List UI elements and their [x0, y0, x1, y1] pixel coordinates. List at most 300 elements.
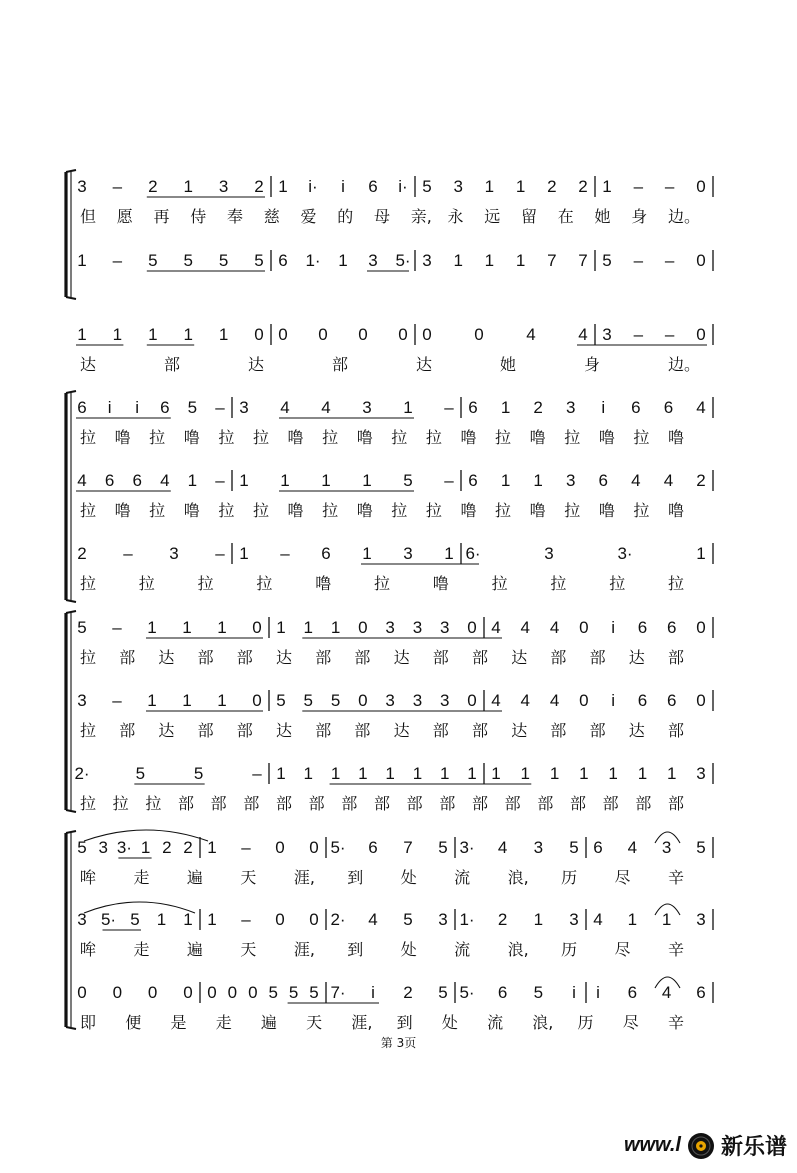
- note: 5: [288, 983, 299, 1002]
- note: 3·: [459, 838, 475, 857]
- note: 3: [169, 544, 179, 563]
- note: 4: [696, 398, 706, 417]
- note: 1: [602, 177, 612, 196]
- note: –: [664, 251, 675, 270]
- note: 1: [520, 764, 531, 783]
- lyric-syllable: 达: [393, 648, 410, 667]
- note: 2: [254, 177, 264, 196]
- lyric-syllable: 拉: [80, 428, 97, 447]
- note: 4: [631, 471, 641, 490]
- note: 1: [207, 910, 217, 929]
- note: 5: [330, 691, 341, 710]
- note: 4: [526, 325, 536, 344]
- lyric-syllable: 尽: [614, 940, 631, 959]
- note: 0: [183, 983, 193, 1002]
- note: 4: [160, 471, 170, 490]
- note: 4: [497, 838, 508, 857]
- note: 0: [398, 325, 408, 344]
- lyric-syllable: 拉: [491, 574, 508, 593]
- lyric-syllable: 拉: [197, 574, 214, 593]
- note: 1: [338, 251, 348, 270]
- lyric-syllable: 部: [308, 794, 325, 813]
- note: i·: [308, 177, 318, 196]
- note: 1: [533, 471, 543, 490]
- lyric-syllable: 部: [570, 794, 587, 813]
- note: 3: [422, 251, 432, 270]
- lyric-syllable: 拉: [80, 501, 97, 520]
- note: 2: [403, 983, 413, 1002]
- note: 1: [453, 251, 463, 270]
- lyric-syllable: 部: [210, 794, 227, 813]
- lyric-syllable: 部: [341, 794, 358, 813]
- lyric-syllable: 愿: [116, 207, 133, 226]
- note: 2: [533, 398, 543, 417]
- note: 4: [578, 325, 588, 344]
- lyric-syllable: 部: [354, 648, 371, 667]
- lyric-syllable: 拉: [550, 574, 567, 593]
- lyric-syllable: 但: [80, 207, 97, 226]
- note: 3: [77, 691, 87, 710]
- note: 4: [520, 618, 531, 637]
- note: 3: [239, 398, 249, 417]
- note: 1: [303, 764, 314, 783]
- lyric-syllable: 噜: [668, 428, 685, 447]
- note: 5·: [459, 983, 475, 1002]
- lyric-syllable: 达: [276, 721, 293, 740]
- lyric-syllable: 浪,: [507, 940, 529, 959]
- note: 1: [239, 544, 249, 563]
- note: –: [215, 398, 225, 417]
- note: 1: [362, 544, 372, 563]
- note: 5: [696, 838, 706, 857]
- lyric-syllable: 噜: [356, 428, 373, 447]
- note: 1: [112, 325, 123, 344]
- lyric-syllable: 拉: [322, 501, 339, 520]
- note: 3: [368, 251, 378, 270]
- lyric-syllable: 辛: [668, 940, 685, 959]
- lyric-syllable: 辛: [668, 1013, 685, 1032]
- note: 6: [666, 618, 677, 637]
- staff: [77, 690, 713, 740]
- lyric-syllable: 拉: [374, 574, 391, 593]
- lyric-syllable: 到: [347, 940, 364, 959]
- note: –: [112, 691, 122, 710]
- note: 6: [497, 983, 508, 1002]
- note: 3·: [617, 544, 633, 563]
- note: 1: [183, 910, 193, 929]
- lyric-syllable: 浪,: [532, 1013, 554, 1032]
- lyric-syllable: 拉: [80, 794, 97, 813]
- lyric-syllable: 达: [248, 355, 265, 374]
- note: –: [664, 177, 675, 196]
- note: 4: [77, 471, 87, 490]
- lyric-syllable: 拉: [252, 501, 269, 520]
- note: 6: [321, 544, 331, 563]
- note: 5: [135, 764, 146, 783]
- lyric-syllable: 辛: [668, 868, 685, 887]
- lyric-syllable: 噜: [183, 501, 200, 520]
- note: 5: [438, 983, 448, 1002]
- lyric-syllable: 噜: [114, 501, 131, 520]
- lyric-syllable: 拉: [425, 501, 442, 520]
- note: 6: [468, 471, 478, 490]
- lyric-syllable: 拉: [633, 428, 650, 447]
- note: 7: [547, 251, 557, 270]
- note: 0: [696, 618, 706, 637]
- note: –: [633, 251, 644, 270]
- note: 0: [358, 325, 368, 344]
- note: 7: [403, 838, 413, 857]
- lyric-syllable: 部: [439, 794, 456, 813]
- lyric-syllable: 她: [500, 355, 517, 374]
- note: 0: [467, 618, 477, 637]
- note: 0: [358, 691, 368, 710]
- note: 2: [696, 471, 706, 490]
- note: –: [241, 910, 251, 929]
- note: 5: [193, 764, 204, 783]
- lyric-syllable: 拉: [425, 428, 442, 447]
- lyric-syllable: 边。: [668, 207, 701, 226]
- note: 5: [218, 251, 229, 270]
- note: 3: [696, 910, 706, 929]
- note: i·: [398, 177, 408, 196]
- staff: [77, 543, 713, 593]
- lyric-syllable: 噜: [114, 428, 131, 447]
- note: 0: [275, 838, 285, 857]
- lyric-syllable: 部: [668, 648, 685, 667]
- note: 6: [637, 691, 648, 710]
- lyric-syllable: 达: [511, 648, 528, 667]
- lyric-syllable: 部: [504, 794, 521, 813]
- lyric-syllable: 边。: [668, 355, 701, 374]
- note: 1: [608, 764, 618, 783]
- lyric-syllable: 部: [602, 794, 619, 813]
- lyric-syllable: 亲,: [410, 207, 432, 226]
- lyric-syllable: 涯,: [293, 940, 315, 959]
- note: 6: [696, 983, 706, 1002]
- note: 1·: [459, 910, 475, 929]
- note: 4: [627, 838, 638, 857]
- note: 6: [598, 471, 609, 490]
- note: 1: [500, 398, 511, 417]
- lyric-syllable: 部: [668, 794, 685, 813]
- note: 4: [491, 691, 501, 710]
- note: 1: [183, 325, 193, 344]
- lyric-syllable: 拉: [149, 428, 166, 447]
- note: 6: [104, 471, 115, 490]
- note: 0: [309, 838, 319, 857]
- note: i: [572, 983, 576, 1002]
- note: 3: [439, 618, 450, 637]
- lyric-syllable: 再: [153, 207, 170, 226]
- lyric-syllable: 部: [276, 794, 293, 813]
- note: i: [611, 691, 616, 710]
- note: 0: [318, 325, 328, 344]
- note: 5: [77, 838, 87, 857]
- lyric-syllable: 拉: [252, 428, 269, 447]
- note: 1: [207, 838, 217, 857]
- note: 1: [412, 764, 423, 783]
- note: 1·: [305, 251, 321, 270]
- lyric-syllable: 尽: [614, 868, 631, 887]
- note: 1: [330, 764, 341, 783]
- note: 5: [533, 983, 544, 1002]
- lyric-syllable: 到: [347, 868, 364, 887]
- lyric-syllable: 流: [454, 868, 471, 887]
- note: 1: [239, 471, 249, 490]
- note: 6: [627, 983, 638, 1002]
- lyric-syllable: 拉: [668, 574, 685, 593]
- note: 4: [549, 691, 560, 710]
- note: i: [596, 983, 600, 1002]
- note: 0: [207, 983, 217, 1002]
- note: 5: [403, 910, 413, 929]
- note: 1: [330, 618, 341, 637]
- lyric-syllable: 历: [577, 1013, 594, 1032]
- lyric-syllable: 天: [306, 1013, 323, 1032]
- note: 7: [578, 251, 588, 270]
- lyric-syllable: 噜: [529, 428, 546, 447]
- lyric-syllable: 部: [236, 648, 253, 667]
- lyric-syllable: 部: [589, 721, 606, 740]
- note: –: [252, 764, 262, 783]
- lyric-syllable: 流: [454, 940, 471, 959]
- note: 6: [663, 398, 674, 417]
- note: i: [135, 398, 140, 417]
- note: 5: [422, 177, 432, 196]
- lyric-syllable: 即: [80, 1013, 97, 1032]
- note: 5: [183, 251, 193, 270]
- note: 0: [112, 983, 123, 1002]
- lyric-syllable: 达: [511, 721, 528, 740]
- note: 1: [217, 618, 227, 637]
- note: 1: [579, 764, 589, 783]
- note: 3: [661, 838, 672, 857]
- note: 6·: [465, 544, 481, 563]
- note: 5: [268, 983, 278, 1002]
- lyric-syllable: 达: [393, 721, 410, 740]
- lyric-syllable: 部: [635, 794, 652, 813]
- lyric-syllable: 涯,: [293, 868, 315, 887]
- staff: [77, 909, 713, 959]
- note: 4: [491, 618, 501, 637]
- lyric-syllable: 浪,: [507, 868, 529, 887]
- lyric-syllable: 涯,: [351, 1013, 373, 1032]
- lyric-syllable: 便: [125, 1013, 142, 1032]
- lyric-syllable: 拉: [495, 501, 512, 520]
- staff: [76, 324, 713, 374]
- lyric-syllable: 遍: [260, 1013, 277, 1032]
- note: 1: [666, 764, 677, 783]
- staff: [77, 176, 713, 226]
- note: 3: [533, 838, 544, 857]
- note: 1: [444, 544, 454, 563]
- note: 4: [661, 983, 672, 1002]
- lyric-syllable: 部: [589, 648, 606, 667]
- lyric-syllable: 处: [400, 868, 417, 887]
- note: 1: [467, 764, 477, 783]
- lyric-syllable: 部: [472, 794, 489, 813]
- lyric-syllable: 噜: [598, 428, 615, 447]
- note: 5: [187, 398, 198, 417]
- note: 5: [438, 838, 448, 857]
- note: 2: [547, 177, 557, 196]
- lyric-syllable: 达: [158, 721, 175, 740]
- watermark-site-name: 新乐谱: [720, 1135, 787, 1160]
- lyric-syllable: 噜: [668, 501, 685, 520]
- lyric-syllable: 永: [447, 207, 464, 226]
- note: 3: [565, 398, 576, 417]
- note: 3: [412, 618, 423, 637]
- note: 1: [484, 177, 495, 196]
- note: 3: [569, 910, 579, 929]
- lyric-syllable: 达: [80, 355, 97, 374]
- lyric-syllable: 部: [537, 794, 554, 813]
- note: 1: [218, 325, 229, 344]
- note: 3: [77, 177, 87, 196]
- lyric-syllable: 历: [561, 868, 578, 887]
- lyric-syllable: 部: [406, 794, 423, 813]
- staff: [77, 837, 713, 887]
- note: 3: [362, 398, 372, 417]
- note: 3: [98, 838, 108, 857]
- note: 0: [77, 983, 87, 1002]
- lyric-syllable: 部: [550, 648, 567, 667]
- note: 1: [280, 471, 290, 490]
- note: 6: [666, 691, 677, 710]
- note: 3: [403, 544, 413, 563]
- staff: [77, 250, 713, 271]
- note: –: [444, 398, 454, 417]
- lyric-syllable: 噜: [356, 501, 373, 520]
- note: 0: [358, 618, 368, 637]
- note: 3: [696, 764, 706, 783]
- note: 1: [183, 177, 193, 196]
- note: –: [112, 618, 122, 637]
- note: 4: [368, 910, 378, 929]
- note: –: [215, 471, 225, 490]
- lyric-syllable: 部: [119, 721, 136, 740]
- note: 1: [303, 618, 314, 637]
- note: 1: [321, 471, 331, 490]
- lyric-syllable: 在: [557, 207, 574, 226]
- note: 1: [156, 910, 167, 929]
- note: 1: [278, 177, 288, 196]
- note: 2: [497, 910, 508, 929]
- lyric-syllable: 流: [487, 1013, 504, 1032]
- note: 1: [500, 471, 511, 490]
- lyric-syllable: 部: [374, 794, 391, 813]
- note: –: [633, 325, 644, 344]
- note: 0: [474, 325, 484, 344]
- lyric-syllable: 走: [215, 1013, 232, 1032]
- lyric-syllable: 拉: [138, 574, 155, 593]
- lyric-syllable: 尽: [622, 1013, 639, 1032]
- lyric-syllable: 奉: [227, 207, 244, 226]
- note: 0: [422, 325, 432, 344]
- note: 1: [661, 910, 672, 929]
- note: –: [215, 544, 225, 563]
- note: 6: [368, 177, 378, 196]
- note: 6: [637, 618, 648, 637]
- lyric-syllable: 部: [315, 721, 332, 740]
- staff: [76, 397, 713, 447]
- lyric-syllable: 达: [158, 648, 175, 667]
- note: 1: [147, 691, 157, 710]
- note: –: [123, 544, 133, 563]
- note: 5: [602, 251, 612, 270]
- note: 3: [544, 544, 554, 563]
- note: i: [371, 983, 375, 1002]
- lyric-syllable: 拉: [218, 428, 235, 447]
- lyric-syllable: 拉: [391, 501, 408, 520]
- note: 0: [467, 691, 477, 710]
- note: 5: [309, 983, 319, 1002]
- lyric-syllable: 拉: [80, 648, 97, 667]
- note: 6: [631, 398, 641, 417]
- note: 2: [162, 838, 172, 857]
- note: 6: [468, 398, 478, 417]
- lyric-syllable: 走: [133, 868, 150, 887]
- note: 3: [385, 618, 395, 637]
- note: i: [341, 177, 345, 196]
- note: 3: [439, 691, 450, 710]
- note: 1: [276, 618, 286, 637]
- lyric-syllable: 噜: [529, 501, 546, 520]
- note: 0: [278, 325, 288, 344]
- staff: [77, 617, 713, 667]
- lyric-syllable: 达: [416, 355, 433, 374]
- lyric-syllable: 的: [337, 207, 354, 226]
- note: 6: [132, 471, 142, 490]
- lyric-syllable: 噜: [287, 501, 304, 520]
- note: 0: [696, 251, 706, 270]
- note: 3: [565, 471, 576, 490]
- lyric-syllable: 部: [472, 648, 489, 667]
- note: 5: [148, 251, 158, 270]
- lyric-syllable: 部: [432, 721, 449, 740]
- note: 1: [439, 764, 450, 783]
- note: 1: [140, 838, 151, 857]
- lyric-syllable: 拉: [633, 501, 650, 520]
- note: 2·: [330, 910, 346, 929]
- lyric-syllable: 遍: [186, 868, 203, 887]
- lyric-syllable: 部: [243, 794, 260, 813]
- note: 1: [696, 544, 706, 563]
- lyric-syllable: 部: [197, 648, 214, 667]
- note: 4: [663, 471, 674, 490]
- note: 2: [77, 544, 87, 563]
- lyric-syllable: 侍: [190, 207, 207, 226]
- lyric-syllable: 到: [396, 1013, 413, 1032]
- lyric-syllable: 部: [472, 721, 489, 740]
- note: 0: [696, 691, 706, 710]
- note: 0: [248, 983, 258, 1002]
- lyric-syllable: 拉: [564, 428, 581, 447]
- lyric-syllable: 拉: [218, 501, 235, 520]
- lyric-syllable: 拉: [145, 794, 162, 813]
- note: 6: [593, 838, 603, 857]
- note: 0: [275, 910, 285, 929]
- note: 4: [520, 691, 531, 710]
- note: i: [107, 398, 112, 417]
- note: 3: [412, 691, 423, 710]
- note: 1: [358, 764, 368, 783]
- note: 0: [254, 325, 264, 344]
- lyric-syllable: 拉: [391, 428, 408, 447]
- note: 3: [218, 177, 229, 196]
- lyric-syllable: 拉: [256, 574, 273, 593]
